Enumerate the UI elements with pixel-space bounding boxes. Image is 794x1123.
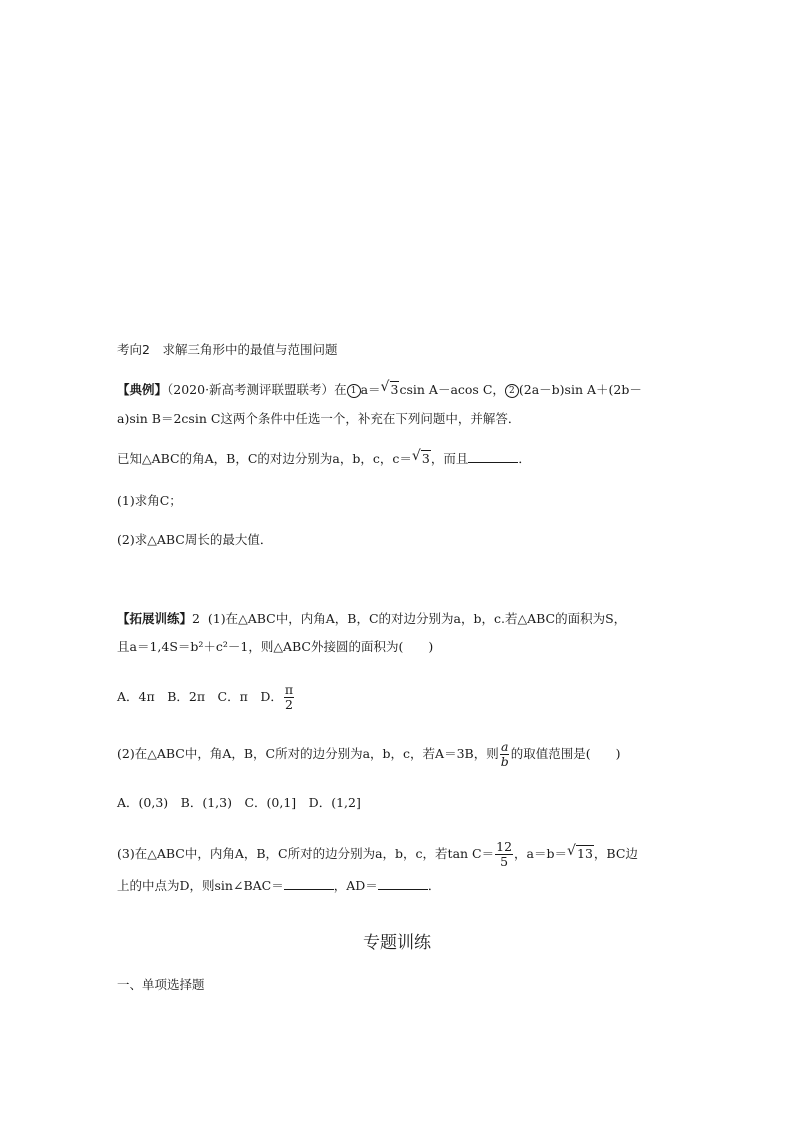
practice-text: ，BC边: [593, 846, 638, 861]
practice-line-1: [117, 610, 626, 628]
fraction-pi-over-2: [284, 683, 294, 712]
circled-number-2: 2: [505, 384, 519, 398]
example-text: a＝: [360, 382, 381, 397]
example-source: （2020·新高考测评联盟联考）: [167, 382, 335, 397]
example-question-1: (1)求角C；: [117, 493, 182, 508]
example-question-2: (2)求△ABC周长的最大值．: [117, 532, 273, 547]
fraction-numerator: a: [501, 739, 509, 754]
example-text: ，而且: [430, 451, 469, 466]
practice-line-2: 且a＝1,4S＝b²＋c²－1，则△ABC外接圆的面积为( ): [117, 639, 434, 654]
practice-text: ，a＝b＝: [514, 846, 567, 861]
special-title: 专题训练: [363, 933, 431, 953]
example-tag: 【典例】: [117, 382, 168, 397]
sqrt-argument: 3: [390, 382, 399, 397]
example-text: 已知△ABC的角A，B，C的对边分别为a，b，c，c＝: [117, 451, 412, 466]
sqrt-argument: 13: [577, 846, 593, 861]
fraction-denominator: 5: [500, 854, 509, 869]
practice-text: 的取值范围是( ): [510, 746, 621, 761]
example-text: ．: [518, 451, 531, 466]
fraction-denominator: b: [500, 754, 509, 769]
practice-1-options: [117, 683, 295, 712]
fraction-numerator: π: [284, 682, 294, 697]
example-line-1: [117, 381, 642, 399]
practice-2-options: A．(0,3) B．(1,3) C．(0,1] D．(1,2]: [117, 795, 361, 810]
answer-blank: [284, 877, 334, 890]
practice-text: 上的中点为D，则sin∠BAC＝: [117, 878, 284, 893]
practice-text: ．: [427, 878, 441, 893]
circled-number-1: 1: [347, 384, 361, 398]
sqrt-expression: [381, 381, 400, 399]
practice-2-question: [117, 740, 621, 769]
example-text: 在: [334, 382, 347, 397]
example-text: csin A－acos C，: [399, 382, 505, 397]
radical-sign: √: [567, 843, 576, 859]
answer-blank: [468, 450, 518, 463]
example-line-2: a)sin B＝2csin C这两个条件中任选一个，补充在下列问题中，并解答．: [117, 411, 521, 426]
answer-blank: [378, 877, 428, 890]
radical-sign: √: [411, 448, 421, 464]
fraction-12-over-5: [495, 840, 513, 869]
practice-number: 2: [192, 611, 200, 626]
part-heading: 一、单项选择题: [117, 977, 205, 992]
sqrt-argument: 3: [421, 451, 430, 466]
fraction-a-over-b: [500, 740, 510, 769]
practice-text: (1)在△ABC中，内角A，B，C的对边分别为a，b，c.若△ABC的面积为S，: [207, 611, 627, 626]
practice-text: (3)在△ABC中，内角A，B，C所对的边分别为a，b，c，若tan C＝: [117, 846, 495, 861]
example-text: (2a－b)sin A＋(2b－: [518, 382, 642, 397]
fraction-denominator: 2: [284, 697, 293, 712]
options-text: A．4π B．2π C．π D．: [117, 689, 283, 704]
practice-text: (2)在△ABC中，角A，B，C所对的边分别为a，b，c，若A＝3B，则: [117, 746, 499, 761]
sqrt-expression: [567, 845, 594, 863]
fraction-numerator: 12: [496, 839, 513, 854]
practice-3-line-2: [117, 877, 440, 895]
practice-text: ，AD＝: [333, 878, 378, 893]
radical-sign: √: [380, 379, 390, 395]
example-line-3: [117, 450, 531, 468]
practice-3-line-1: [117, 840, 638, 869]
sqrt-expression: [412, 450, 431, 468]
practice-tag: 【拓展训练】: [117, 611, 193, 626]
section-heading: 考向2 求解三角形中的最值与范围问题: [117, 342, 338, 357]
